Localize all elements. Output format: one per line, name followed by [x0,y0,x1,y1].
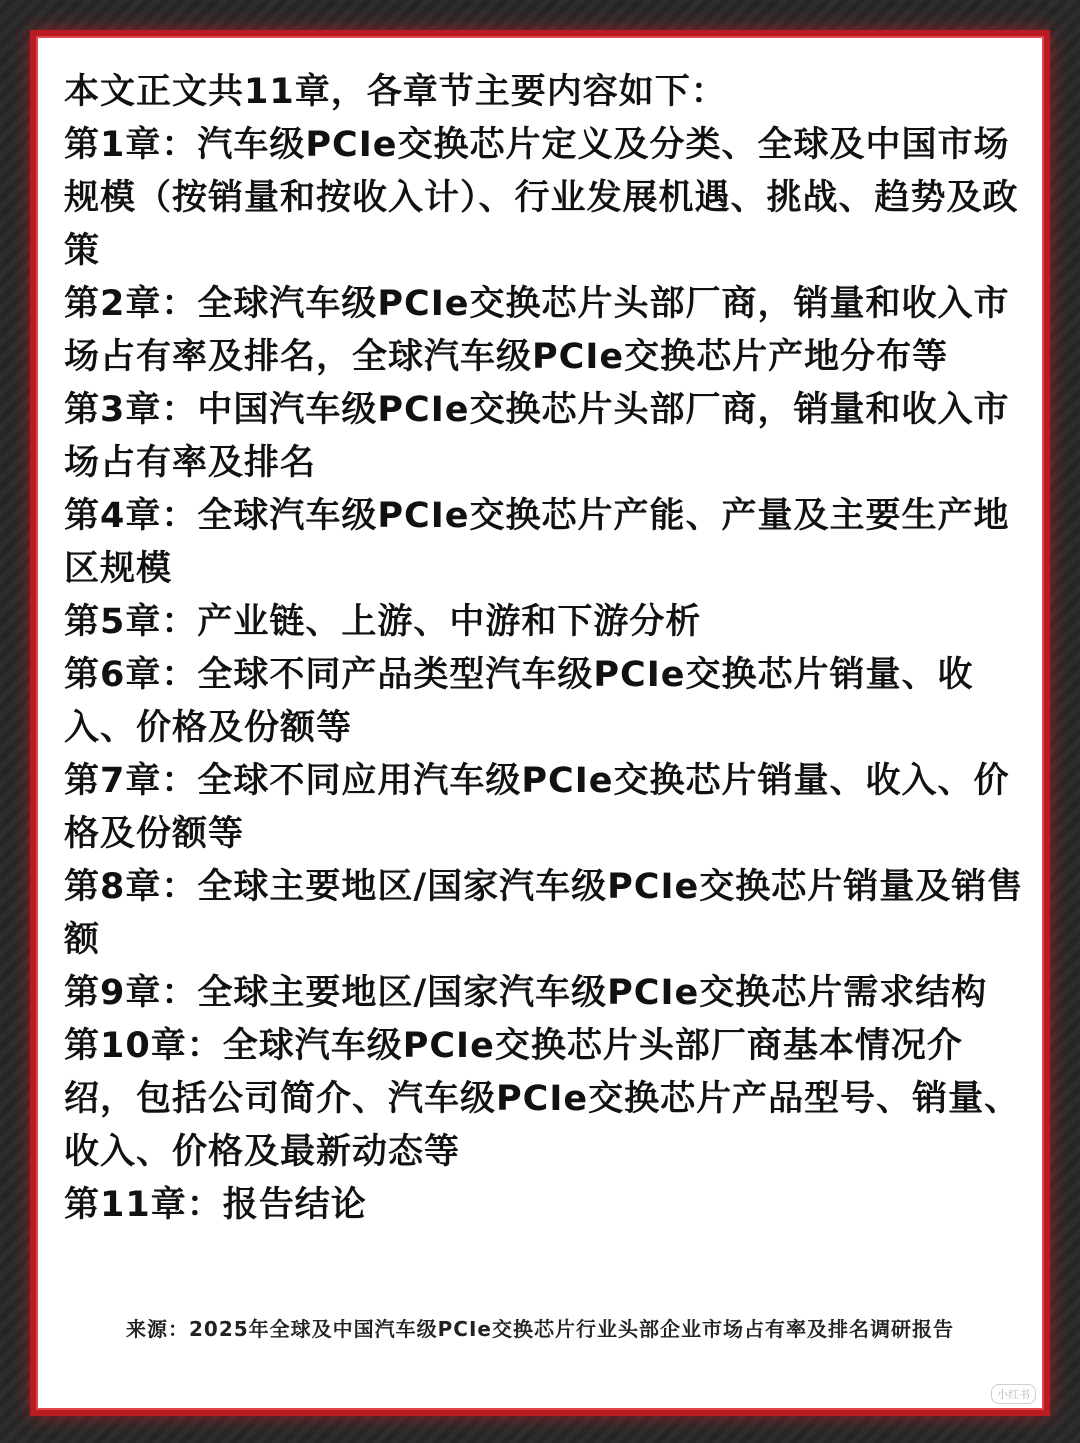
chapter-label: 第1章： [64,125,198,165]
chapter-text: 全球不同产品类型汽车级PCIe交换芯片销量、收入、价格及份额等 [64,655,974,748]
chapter-item [64,649,1024,755]
chapter-summary [64,66,1024,1232]
chapter-label: 第2章： [64,284,198,324]
chapter-text: 产业链、上游、中游和下游分析 [197,602,702,642]
chapter-item [64,490,1024,596]
chapter-label: 第11章： [64,1185,223,1225]
watermark-logo: 小红书 [991,1384,1036,1404]
chapter-label: 第4章： [64,496,198,536]
chapter-item [64,967,1024,1020]
chapter-item [64,384,1024,490]
chapter-text: 汽车级PCIe交换芯片定义及分类、全球及中国市场规模（按销量和按收入计）、行业发展机遇、挑战、趋势及政策 [64,125,1019,271]
intro-text: 本文正文共11章，各章节主要内容如下： [64,72,727,112]
chapter-item [64,596,1024,649]
chapter-label: 第7章： [64,761,198,801]
document-card [30,30,1050,1416]
chapter-item [64,119,1024,278]
chapter-text: 全球不同应用汽车级PCIe交换芯片销量、收入、价格及份额等 [64,761,1010,854]
chapter-text: 全球汽车级PCIe交换芯片产能、产量及主要生产地区规模 [64,496,1010,589]
source-citation: 来源：2025年全球及中国汽车级PCIe交换芯片行业头部企业市场占有率及排名调研报告 [125,1317,954,1341]
chapter-label: 第6章： [64,655,198,695]
chapter-text: 报告结论 [222,1185,367,1225]
chapter-text: 全球主要地区/国家汽车级PCIe交换芯片需求结构 [197,973,988,1013]
chapter-item [64,1179,1024,1232]
chapter-label: 第8章： [64,867,198,907]
chapter-text: 全球主要地区/国家汽车级PCIe交换芯片销量及销售额 [64,867,1024,960]
chapter-text: 全球汽车级PCIe交换芯片头部厂商，销量和收入市场占有率及排名，全球汽车级PCIe交换芯片产地分布等 [64,284,1010,377]
chapter-label: 第3章： [64,390,198,430]
chapter-label: 第5章： [64,602,198,642]
chapter-item [64,278,1024,384]
chapter-label: 第10章： [64,1026,223,1066]
chapter-text: 全球汽车级PCIe交换芯片头部厂商基本情况介绍，包括公司简介、汽车级PCIe交换芯片产品型号、销量、收入、价格及最新动态等 [64,1026,1021,1172]
chapter-label: 第9章： [64,973,198,1013]
chapter-item [64,1020,1024,1179]
chapter-item [64,755,1024,861]
chapter-item [64,861,1024,967]
chapter-text: 中国汽车级PCIe交换芯片头部厂商，销量和收入市场占有率及排名 [64,390,1010,483]
